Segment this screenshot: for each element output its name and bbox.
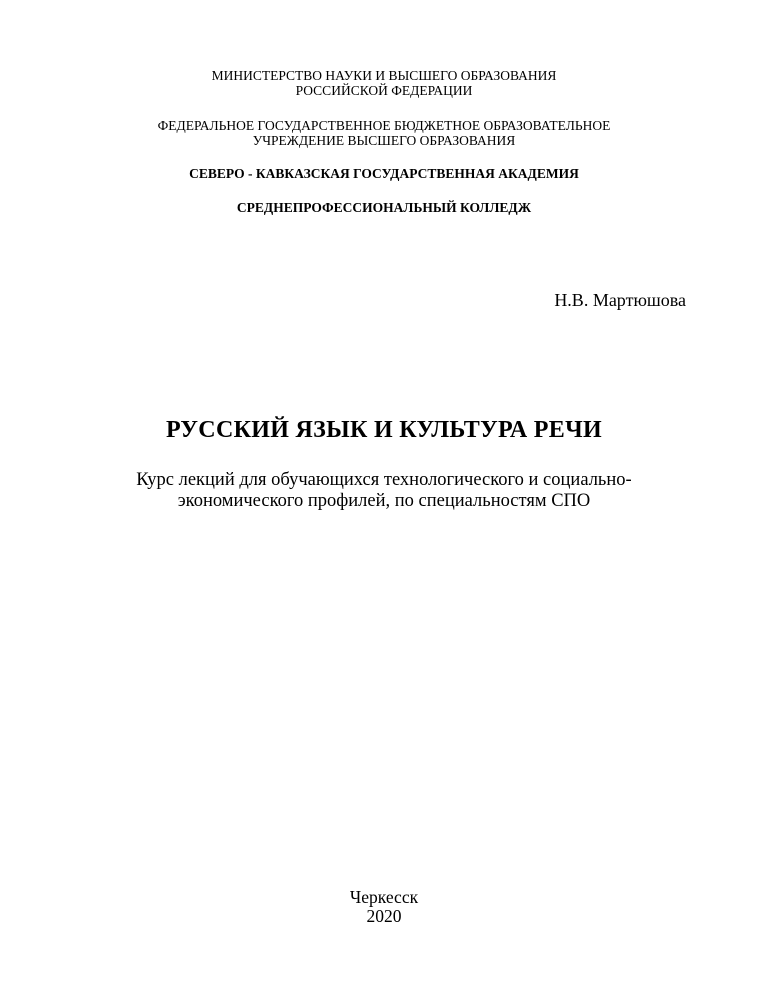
academy-name: СЕВЕРО - КАВКАЗСКАЯ ГОСУДАРСТВЕННАЯ АКАДЕМИЯ (189, 166, 579, 181)
institution-line-1: ФЕДЕРАЛЬНОЕ ГОСУДАРСТВЕННОЕ БЮДЖЕТНОЕ ОБРАЗОВАТЕЛЬНОЕ (157, 118, 611, 133)
publication-year: 2020 (366, 906, 402, 926)
author-name: Н.В. Мартюшова (554, 290, 686, 310)
publication-city: Черкесск (349, 887, 419, 907)
institution-line-2: УЧРЕЖДЕНИЕ ВЫСШЕГО ОБРАЗОВАНИЯ (252, 133, 516, 148)
college-name: СРЕДНЕПРОФЕССИОНАЛЬНЫЙ КОЛЛЕДЖ (236, 200, 532, 215)
document-title: РУССКИЙ ЯЗЫК И КУЛЬТУРА РЕЧИ (166, 417, 602, 443)
ministry-line-1: МИНИСТЕРСТВО НАУКИ И ВЫСШЕГО ОБРАЗОВАНИЯ (211, 68, 557, 83)
ministry-line-2: РОССИЙСКОЙ ФЕДЕРАЦИИ (295, 83, 473, 98)
subtitle-line-1: Курс лекций для обучающихся технологического и социально- (136, 470, 632, 490)
subtitle-line-2: экономического профилей, по специальностям СПО (177, 491, 591, 511)
